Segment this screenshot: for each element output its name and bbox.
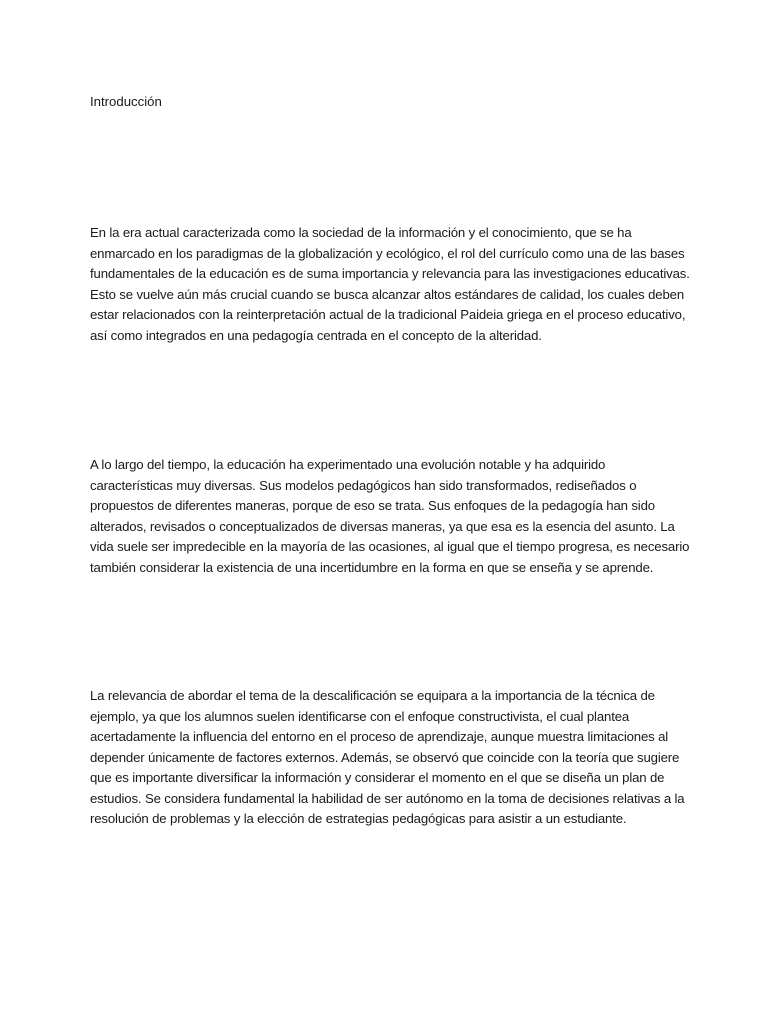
paragraph-line: ejemplo, ya que los alumnos suelen identificarse con el enfoque constructivista, el cual plantea (90, 708, 630, 724)
paragraph-line: estar relacionados con la reinterpretación actual de la tradicional Paideia griega en el proceso educativo, (90, 307, 686, 322)
paragraph-line: vida suele ser impredecible en la mayoría de las ocasiones, al igual que el tiempo progresa, es necesario (90, 539, 690, 554)
paragraph-3 (90, 686, 690, 830)
paragraph-line: En la era actual caracterizada como la sociedad de la información y el conocimiento, que se ha (90, 225, 632, 240)
paragraph-line: enmarcado en los paradigmas de la globalización y ecológico, el rol del currículo como una de las bases (90, 245, 685, 261)
paragraph-line: así como integrados en una pedagogía centrada en el concepto de la alteridad. (90, 327, 542, 343)
paragraph-line: La relevancia de abordar el tema de la descalificación se equipara a la importancia de la técnica de (90, 688, 655, 703)
paragraph-line: propuestos de diferentes maneras, porque de eso se trata. Sus enfoques de la pedagogía han sido (90, 498, 655, 513)
paragraph-line: resolución de problemas y la elección de estrategias pedagógicas para asistir a un estudiante. (90, 811, 627, 826)
paragraph-line: estudios. Se considera fundamental la habilidad de ser autónomo en la toma de decisiones relativas a la (90, 790, 685, 806)
paragraph-line: depender únicamente de factores externos. Además, se observó que coincide con la teoría que sugiere (90, 749, 680, 765)
paragraph-line: que es importante diversificar la información y considerar el momento en el que se diseña un plan de (90, 770, 665, 785)
paragraph-line: características muy diversas. Sus modelos pedagógicos han sido transformados, rediseñados o (90, 477, 637, 493)
paragraph-1 (90, 223, 690, 346)
paragraph-line: alterados, revisados o conceptualizados de diversas maneras, ya que esa es la esencia del asunto. La (90, 518, 675, 534)
paragraph-line: también considerar la existencia de una incertidumbre en la forma en que se enseña y se aprende. (90, 559, 654, 575)
paragraph-2 (90, 455, 690, 578)
paragraph-line: A lo largo del tiempo, la educación ha experimentado una evolución notable y ha adquirido (90, 457, 606, 472)
paragraph-line: fundamentales de la educación es de suma importancia y relevancia para las investigaciones educativas. (90, 266, 690, 281)
paragraph-line: Esto se vuelve aún más crucial cuando se busca alcanzar altos estándares de calidad, los cuales deben (90, 286, 685, 302)
document-title: Introducción (90, 94, 162, 109)
paragraph-line: acertadamente la influencia del entorno en el proceso de aprendizaje, aunque muestra limitaciones al (90, 729, 669, 744)
